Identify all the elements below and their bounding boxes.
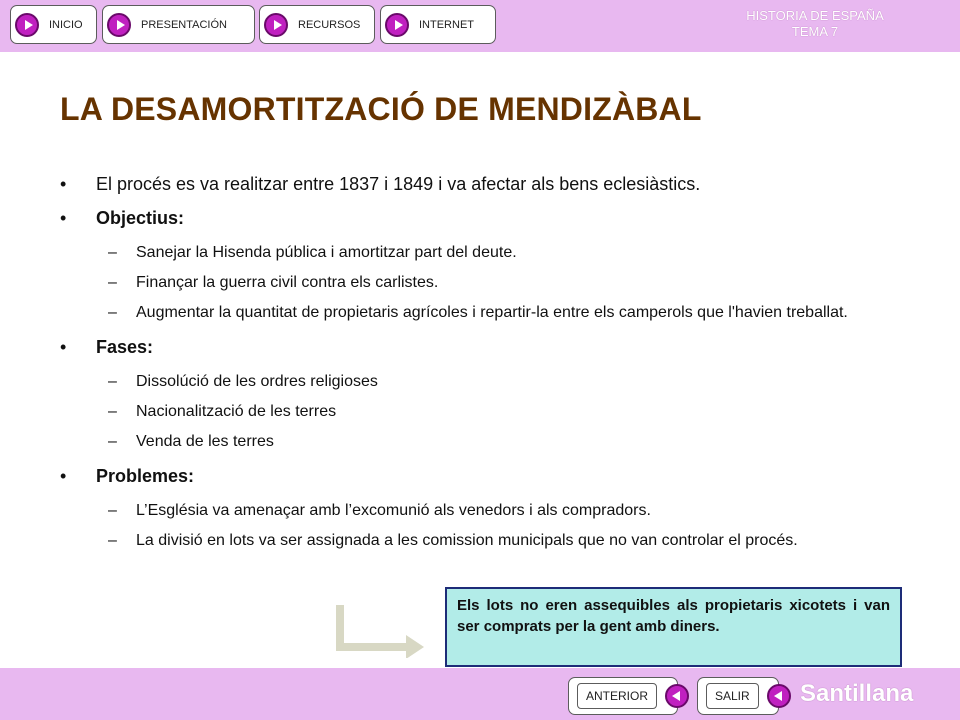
bullet-text: El procés es va realitzar entre 1837 i 1849 i va afectar als bens eclesiàstics. [96,174,701,194]
nav-button-presentacion[interactable] [102,5,255,44]
play-arrow-icon [15,13,39,37]
brand-logo: Santillana [800,680,914,707]
bullet-heading: Problemes: [96,466,195,486]
nav-button-label: INICIO [49,18,83,31]
salir-button-label: SALIR [706,683,759,709]
bullet-objectives: • Objectius: [60,208,185,228]
nav-button-inicio[interactable] [10,5,97,44]
bullet-heading: Objectius: [96,208,185,228]
bullet-intro: • El procés es va realitzar entre 1837 i 1849 i va afectar als bens eclesiàstics. [60,174,701,194]
sub-bullet: – Augmentar la quantitat de propietaris agrícoles i repartir-la entre els camperols que l'havien treballat. [108,304,848,321]
sub-bullet: – L’Església va amenaçar amb l’excomunió als venedors i als compradors. [108,502,651,519]
play-arrow-icon [264,13,288,37]
play-arrow-icon [385,13,409,37]
nav-button-label: RECURSOS [298,18,361,31]
back-arrow-icon [767,684,791,708]
back-arrow-icon [665,684,689,708]
slide-content [60,173,900,559]
sub-bullet-text: L’Església va amenaçar amb l’excomunió als venedors i als compradors. [136,502,651,519]
sub-bullet: – Dissolúció de les ordres religioses [108,373,378,390]
sub-bullet-text: Nacionalització de les terres [136,403,337,420]
sub-bullet-text: La divisió en lots va ser assignada a les comission municipals que no van controlar el procés. [136,532,798,549]
sub-bullet-text: Dissolúció de les ordres religioses [136,373,378,390]
bullet-phases: • Fases: [60,337,154,357]
nav-button-recursos[interactable] [259,5,375,44]
sub-bullet-text: Sanejar la Hisenda pública i amortitzar part del deute. [136,244,517,261]
bullet-heading: Fases: [96,337,154,357]
sub-bullet-text: Venda de les terres [136,433,274,450]
sub-bullet: – Finançar la guerra civil contra els carlistes. [108,274,439,291]
sub-bullet-text: Augmentar la quantitat de propietaris agrícoles i repartir-la entre els camperols que l'havien treballat. [136,304,848,321]
callout-note: Els lots no eren assequibles als propietaris xicotets i van ser comprats per la gent amb diners. [445,587,902,667]
nav-button-label: INTERNET [419,18,474,31]
nav-button-label: PRESENTACIÓN [141,18,227,31]
play-arrow-icon [107,13,131,37]
course-label [740,8,890,40]
sub-bullet: – Sanejar la Hisenda pública i amortitzar part del deute. [108,244,517,261]
sub-bullet: – La divisió en lots va ser assignada a les comission municipals que no van controlar el procés. [108,532,798,549]
sub-bullet-text: Finançar la guerra civil contra els carlistes. [136,274,439,291]
course-title: HISTORIA DE ESPAÑA [746,8,884,23]
anterior-button[interactable] [568,677,678,715]
sub-bullet: – Nacionalització de les terres [108,403,337,420]
sub-bullet: – Venda de les terres [108,433,274,450]
slide-title: LA DESAMORTITZACIÓ DE MENDIZÀBAL [60,91,702,127]
course-topic: TEMA 7 [791,24,839,39]
bullet-problems: • Problemes: [60,466,195,486]
anterior-button-label: ANTERIOR [577,683,657,709]
nav-button-internet[interactable] [380,5,496,44]
connector-arrow-icon [336,603,426,658]
salir-button[interactable] [697,677,779,715]
